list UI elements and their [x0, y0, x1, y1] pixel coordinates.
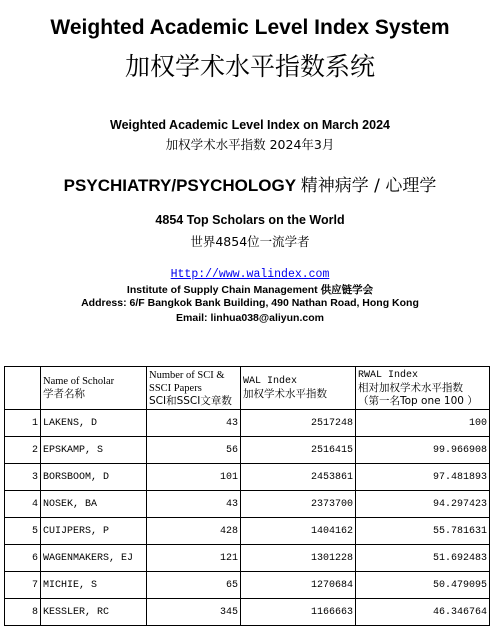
rank-cell: 6 — [5, 545, 41, 572]
name-cell: MICHIE, S — [41, 572, 147, 599]
header-rwal: RWAL Index 相对加权学术水平指数 （第一名Top one 100 ） — [356, 367, 490, 410]
subtitle-chinese: 加权学术水平指数 2024年3月 — [165, 137, 335, 152]
rwal-cell: 94.297423 — [356, 491, 490, 518]
table-row — [5, 491, 490, 518]
table-row — [5, 518, 490, 545]
wal-cell: 2453861 — [241, 464, 356, 491]
email-line: Email: linhua038@aliyun.com — [176, 312, 324, 324]
rank-cell: 8 — [5, 599, 41, 626]
rwal-cell: 99.966908 — [356, 437, 490, 464]
header-rank — [5, 367, 41, 410]
table-row — [5, 572, 490, 599]
wal-cell: 1404162 — [241, 518, 356, 545]
name-cell: WAGENMAKERS, EJ — [41, 545, 147, 572]
title-chinese: 加权学术水平指数系统 — [124, 52, 375, 81]
table-row — [5, 599, 490, 626]
institute-line: Institute of Supply Chain Management 供应链学会 — [126, 284, 374, 296]
papers-cell: 56 — [147, 437, 241, 464]
category-chinese: 精神病学 / 心理学 — [300, 176, 437, 196]
papers-cell: 428 — [147, 518, 241, 545]
name-cell: NOSEK, BA — [41, 491, 147, 518]
table-row — [5, 437, 490, 464]
rwal-cell: 55.781631 — [356, 518, 490, 545]
wal-cell: 1166663 — [241, 599, 356, 626]
name-cell: CUIJPERS, P — [41, 518, 147, 545]
name-cell: BORSBOOM, D — [41, 464, 147, 491]
rwal-cell: 46.346764 — [356, 599, 490, 626]
wal-cell: 2373700 — [241, 491, 356, 518]
scholar-count-english: 4854 Top Scholars on the World — [155, 213, 345, 227]
ranking-table — [4, 366, 490, 626]
table-row — [5, 545, 490, 572]
rank-cell: 7 — [5, 572, 41, 599]
rank-cell: 3 — [5, 464, 41, 491]
rank-cell: 1 — [5, 410, 41, 437]
category-heading — [0, 171, 500, 196]
papers-cell: 345 — [147, 599, 241, 626]
header-papers: Number of SCI & SSCI Papers SCI和SSCI文章数 — [147, 367, 241, 410]
website-link[interactable]: Http://www.walindex.com — [170, 268, 330, 281]
subtitle-english: Weighted Academic Level Index on March 2024 — [110, 118, 390, 132]
title-english: Weighted Academic Level Index System — [50, 16, 450, 39]
website-line — [0, 268, 500, 281]
header-name: Name of Scholar 学者名称 — [41, 367, 147, 410]
papers-cell: 65 — [147, 572, 241, 599]
address-line: Address: 6/F Bangkok Bank Building, 490 Nathan Road, Hong Kong — [81, 297, 419, 309]
rank-cell: 2 — [5, 437, 41, 464]
wal-cell: 2517248 — [241, 410, 356, 437]
rank-cell: 5 — [5, 518, 41, 545]
rank-cell: 4 — [5, 491, 41, 518]
table-row — [5, 464, 490, 491]
name-cell: LAKENS, D — [41, 410, 147, 437]
table-body — [5, 410, 490, 626]
papers-cell: 101 — [147, 464, 241, 491]
rwal-cell: 97.481893 — [356, 464, 490, 491]
name-cell: EPSKAMP, S — [41, 437, 147, 464]
table-header-row — [5, 367, 490, 410]
wal-cell: 1270684 — [241, 572, 356, 599]
category-english: PSYCHIATRY/PSYCHOLOGY — [63, 176, 297, 195]
rwal-cell: 100 — [356, 410, 490, 437]
rwal-cell: 51.692483 — [356, 545, 490, 572]
wal-cell: 1301228 — [241, 545, 356, 572]
papers-cell: 121 — [147, 545, 241, 572]
header-wal: WAL Index 加权学术水平指数 — [241, 367, 356, 410]
name-cell: KESSLER, RC — [41, 599, 147, 626]
rwal-cell: 50.479095 — [356, 572, 490, 599]
wal-cell: 2516415 — [241, 437, 356, 464]
scholar-count-chinese: 世界4854位一流学者 — [190, 234, 310, 249]
papers-cell: 43 — [147, 491, 241, 518]
papers-cell: 43 — [147, 410, 241, 437]
table-row — [5, 410, 490, 437]
